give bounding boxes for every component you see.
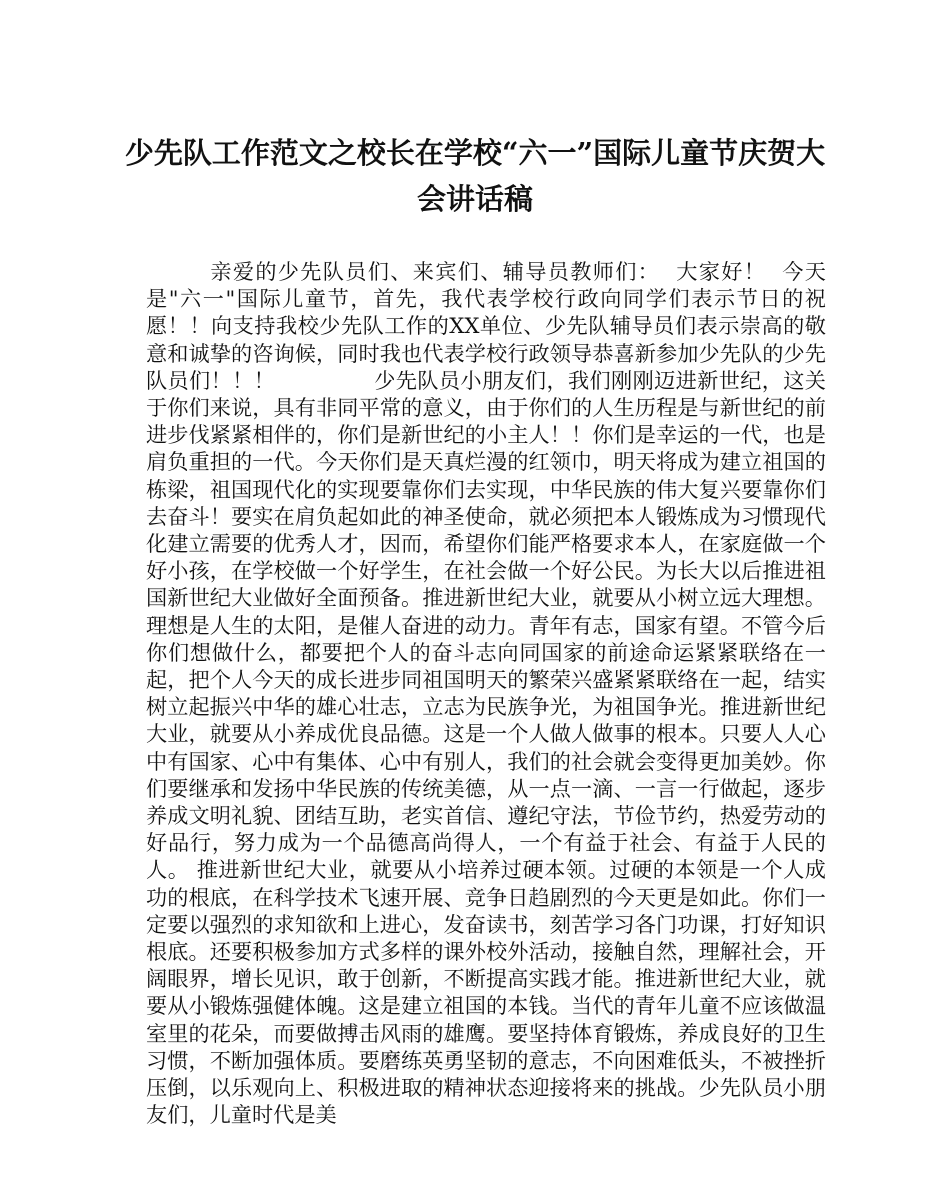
document-body: 亲爱的少先队员们、来宾们、辅导员教师们： 大家好！ 今天是"六一"国际儿童节，首先，我代表学校行政向同学们表示节日的祝愿！！向支持我校少先队工作的XX单位、少先队辅导员们表示崇高的敬意和诚挚的咨询候，同时我也代表学校行政领导恭喜新参加少先队的少先队员们！！！ 少先队员小朋友们，我们刚刚迈进新世纪，这关于你们来说，具有非同平常的意义，由于你们的人生历程是与新世纪的前进步伐紧紧相伴的，你们是新世纪的小主人！！你们是幸运的一代，也是肩负重担的一代。今天你们是天真烂漫的红领巾，明天将成为建立祖国的栋梁，祖国现代化的实现要靠你们去实现，中华民族的伟大复兴要靠你们去奋斗！要实在肩负起如此的神圣使命，就必须把本人锻炼成为习惯现代化建立需要的优秀人才，因而，希望你们能严格要求本人，在家庭做一个好小孩，在学校做一个好学生，在社会做一个好公民。为长大以后推进祖国新世纪大业做好全面预备。推进新世纪大业，就要从小树立远大理想。理想是人生的太阳，是催人奋进的动力。青年有志，国家有望。不管今后你们想做什么，都要把个人的奋斗志向同国家的前途命运紧紧联络在一起，把个人今天的成长进步同祖国明天的繁荣兴盛紧紧联络在一起，结实树立起振兴中华的雄心壮志，立志为民族争光，为祖国争光。推进新世纪大业，就要从小养成优良品德。这是一个人做人做事的根本。只要人人心中有国家、心中有集体、心中有别人，我们的社会就会变得更加美妙。你们要继承和发扬中华民族的传统美德，从一点一滴、一言一行做起，逐步养成文明礼貌、团结互助，老实首信、遵纪守法，节俭节约，热爱劳动的好品行，努力成为一个品德高尚得人，一个有益于社会、有益于人民的人。 推进新世纪大业，就要从小培养过硬本领。过硬的本领是一个人成功的根底，在科学技术飞速开展、竞争日趋剧烈的今天更是如此。你们一定要以强烈的求知欲和上进心，发奋读书，刻苦学习各门功课，打好知识根底。还要积极参加方式多样的课外校外活动，接触自然，理解社会，开阔眼界，增长见识，敢于创新，不断提高实践才能。推进新世纪大业，就要从小锻炼强健体魄。这是建立祖国的本钱。当代的青年儿童不应该做温室里的花朵，而要做搏击风雨的雄鹰。要坚持体育锻炼，养成良好的卫生习惯，不断加强体质。要磨练英勇坚韧的意志，不向困难低头，不被挫折压倒，以乐观向上、积极进取的精神状态迎接将来的挑战。少先队员小朋友们，儿童时代是美 [146,259,826,1128]
document-title: 少先队工作范文之校长在学校“六一”国际儿童节庆贺大会讲话稿 [124,136,826,216]
